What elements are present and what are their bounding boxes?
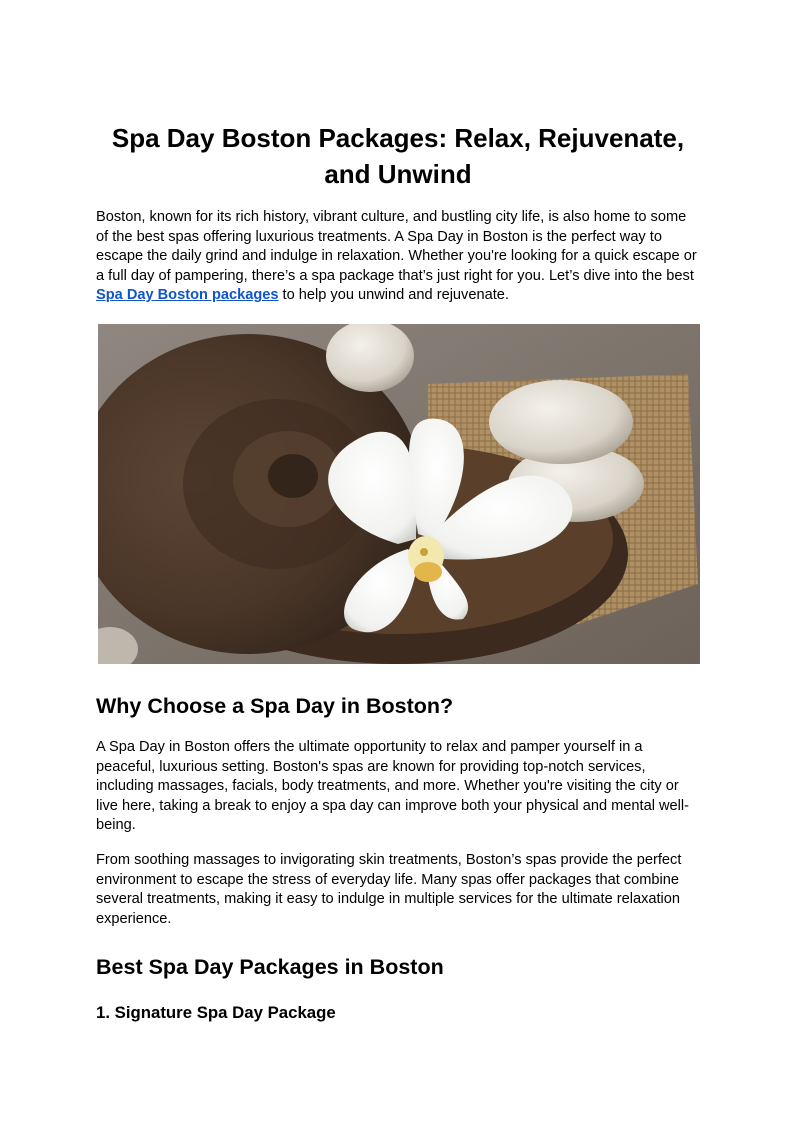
intro-text-after-link: to help you unwind and rejuvenate. [278,287,509,304]
intro-text-before-link: Boston, known for its rich history, vibrant culture, and bustling city life, is also home to some of the best spas offering luxurious treatments. A Spa Day in Boston is the perfect way to escape the daily grind and indulge in relaxation. Whether you're looking for a quick escape or a full day of pampering, there’s a spa package that’s just right for you. Let’s dive into the best [96,209,697,284]
subheading-signature-package: 1. Signature Spa Day Package [96,1003,336,1022]
page-title: Spa Day Boston Packages: Relax, Rejuvenate, and Unwind [111,123,685,189]
section-heading-best-packages: Best Spa Day Packages in Boston [96,955,444,979]
section-paragraph: A Spa Day in Boston offers the ultimate opportunity to relax and pamper yourself in a peaceful, luxurious setting. Boston's spas are known for providing top-notch services, including massages, facials, body treatments, and more. Whether you're visiting the city or live here, taking a break to enjoy a spa day can improve both your physical and mental well-being. [96,739,689,834]
hero-image [98,324,700,664]
section-paragraph: From soothing massages to invigorating skin treatments, Boston’s spas provide the perfect environment to escape the stress of everyday life. Many spas offer packages that combine several treatments, making it easy to indulge in multiple services for the ultimate relaxation experience. [96,852,682,927]
spa-packages-link[interactable]: Spa Day Boston packages [96,287,279,304]
section-heading-why-choose: Why Choose a Spa Day in Boston? [96,694,454,718]
intro-paragraph [96,208,700,306]
spa-photo-icon [98,324,700,664]
